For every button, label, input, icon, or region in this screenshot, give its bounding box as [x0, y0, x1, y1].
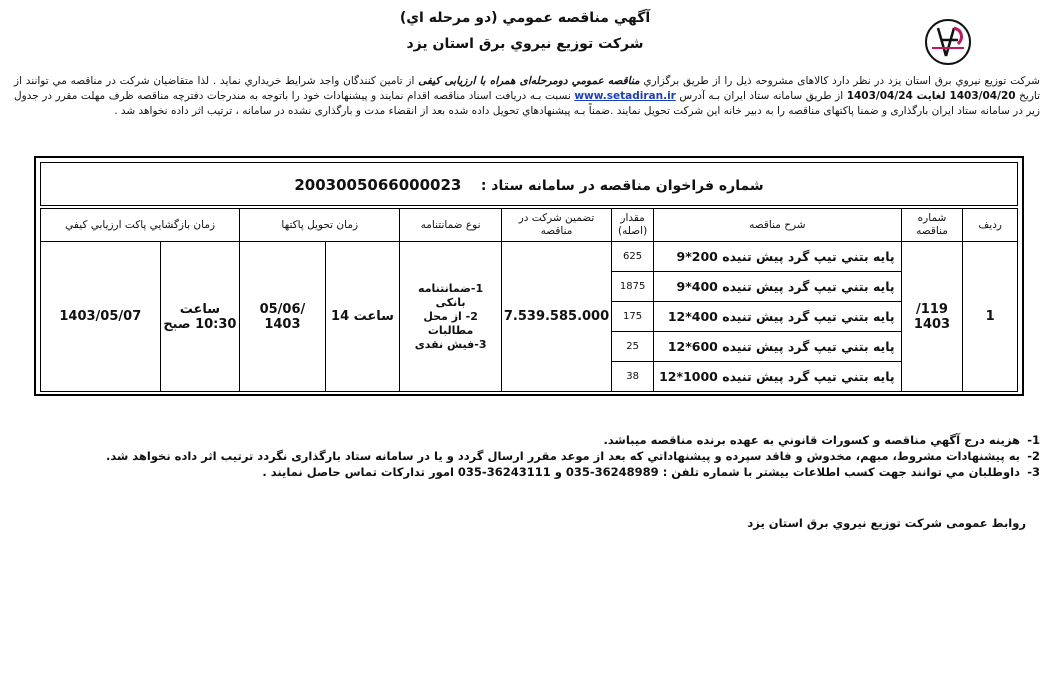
- intro-text-4: از طريق سامانه ستاد ايران بـه آدرس: [675, 90, 847, 102]
- item-description: پايه بتني تيپ گرد پيش تنيده 400*9: [654, 272, 902, 302]
- intro-text-5: نسبت بـه دريافت اسناد مناقصه اقدام نمايند و پيشنهادات خود را باتوجه به مندرجات دفترچه مناقصه ظرف مهلت مقرر در جدول زير در سامانه ستاد ايران بارگذاری و ضمنا پاكتهای مناقصه را به دبير خانه اين شرکت تحويل نمايند .ضمناً بـه پيشنهادهاي تحويل داده شده بعد از انقضاء مدت و بارگذاری نشده در سامانه ، ترتيب اثر داده نخواهد شد .: [14, 90, 1040, 117]
- guarantee-amount: 7.539.585.000: [501, 242, 611, 392]
- opening-date: 1403/05/07: [41, 242, 161, 392]
- tender-code: 119/ 1403: [901, 242, 963, 392]
- guarantee-types: [400, 242, 502, 392]
- header-guarantee: تضمين شرکت در مناقصه: [501, 209, 611, 242]
- note-number: 1-: [1027, 433, 1040, 447]
- date-from: 1403/04/20: [949, 90, 1016, 102]
- note-text: داوطلبان مي توانند جهت کسب اطلاعات بيشتر با شماره تلفن : 36248989-035 و 36243111-035 امور تداركات تماس حاصل نمايند .: [262, 465, 1020, 479]
- list-item: [14, 448, 1040, 464]
- item-description: پايه بتني تيپ گرد پيش تنيده 200*9: [654, 242, 902, 272]
- note-text: به پيشنهادات مشروط، مبهم، مخدوش و فاقد سپرده و پيشنهاداتي که بعد از موعد مقرر ارسال گردد و يا در سامانه ستاد بارگذاری نگردد ترتيب اثر داده نخواهد شد.: [105, 449, 1020, 463]
- tender-number-label: شماره فراخوان مناقصه در سامانه ستاد :: [480, 178, 764, 194]
- delivery-date: /05/06 1403: [240, 242, 326, 392]
- note-text: هزينه درج آگهي مناقصه و کسورات قانوني به عهده برنده مناقصه ميباشد.: [603, 433, 1020, 447]
- header-quantity: مقدار (اصله): [612, 209, 654, 242]
- table-header-row: [41, 209, 1018, 242]
- note-number: 3-: [1027, 465, 1040, 479]
- guarantee-type-1: 1-ضمانتنامه بانکی: [418, 281, 484, 309]
- row-number: 1: [963, 242, 1018, 392]
- intro-text-2: از تامين کنندگان واجد شرايط خريداري نمايد . لذا متقاضيان شرکت در مناقصه مي توانند از تاريخ: [14, 75, 1041, 102]
- guarantee-type-2: 2- از محل مطالبات: [423, 309, 478, 337]
- intro-paragraph: [14, 74, 1040, 119]
- item-quantity: 25: [612, 332, 654, 362]
- intro-highlight: مناقصه عمومي دومرحله‌اى همراه با ارزيابى كيفى: [418, 75, 640, 87]
- item-quantity: 1875: [612, 272, 654, 302]
- tender-number: 2003005066000023: [294, 176, 462, 194]
- tender-table: [40, 208, 1018, 392]
- list-item: [14, 464, 1040, 480]
- public-relations-signoff: روابط عمومی شرکت توزيع نيروي برق استان يزد: [747, 516, 1026, 530]
- item-quantity: 38: [612, 362, 654, 392]
- setadiran-link[interactable]: www.setadiran.ir: [574, 90, 676, 102]
- page-title: آگهي مناقصه عمومي (دو مرحله اي): [399, 10, 651, 26]
- table-row: [41, 242, 1018, 272]
- tender-number-bar: [40, 162, 1018, 206]
- item-description: پايه بتني تيپ گرد پيش تنيده 1000*12: [654, 362, 902, 392]
- item-quantity: 625: [612, 242, 654, 272]
- delivery-time: ساعت 14: [325, 242, 400, 392]
- header-tender-no: شماره مناقصه: [901, 209, 963, 242]
- opening-time: ساعت 10:30 صبح: [160, 242, 240, 392]
- item-description: پايه بتني تيپ گرد پيش تنيده 400*12: [654, 302, 902, 332]
- notes-list: [14, 432, 1040, 480]
- header-row-no: رديف: [963, 209, 1018, 242]
- date-to: 1403/04/24: [846, 90, 913, 102]
- company-name: شرکت توزيع نيروي برق استان يزد: [406, 36, 644, 52]
- note-number: 2-: [1027, 449, 1040, 463]
- intro-text-1: شرکت توزيع نيروي برق استان يزد در نظر دارد کالاهاى مشروحه ذيل را از طريق برگزاري: [639, 75, 1040, 87]
- list-item: [14, 432, 1040, 448]
- header-guarantee-type: نوع ضمانتنامه: [400, 209, 502, 242]
- item-description: پايه بتني تيپ گرد پيش تنيده 600*12: [654, 332, 902, 362]
- header-opening: زمان بازگشايي پاکت ارزيابي کيفي: [41, 209, 240, 242]
- guarantee-type-3: 3-فيش نقدی: [414, 337, 487, 351]
- intro-text-3: لغايت: [912, 90, 950, 102]
- header-description: شرح مناقصه: [654, 209, 902, 242]
- item-quantity: 175: [612, 302, 654, 332]
- header-delivery: زمان تحويل پاکتها: [240, 209, 400, 242]
